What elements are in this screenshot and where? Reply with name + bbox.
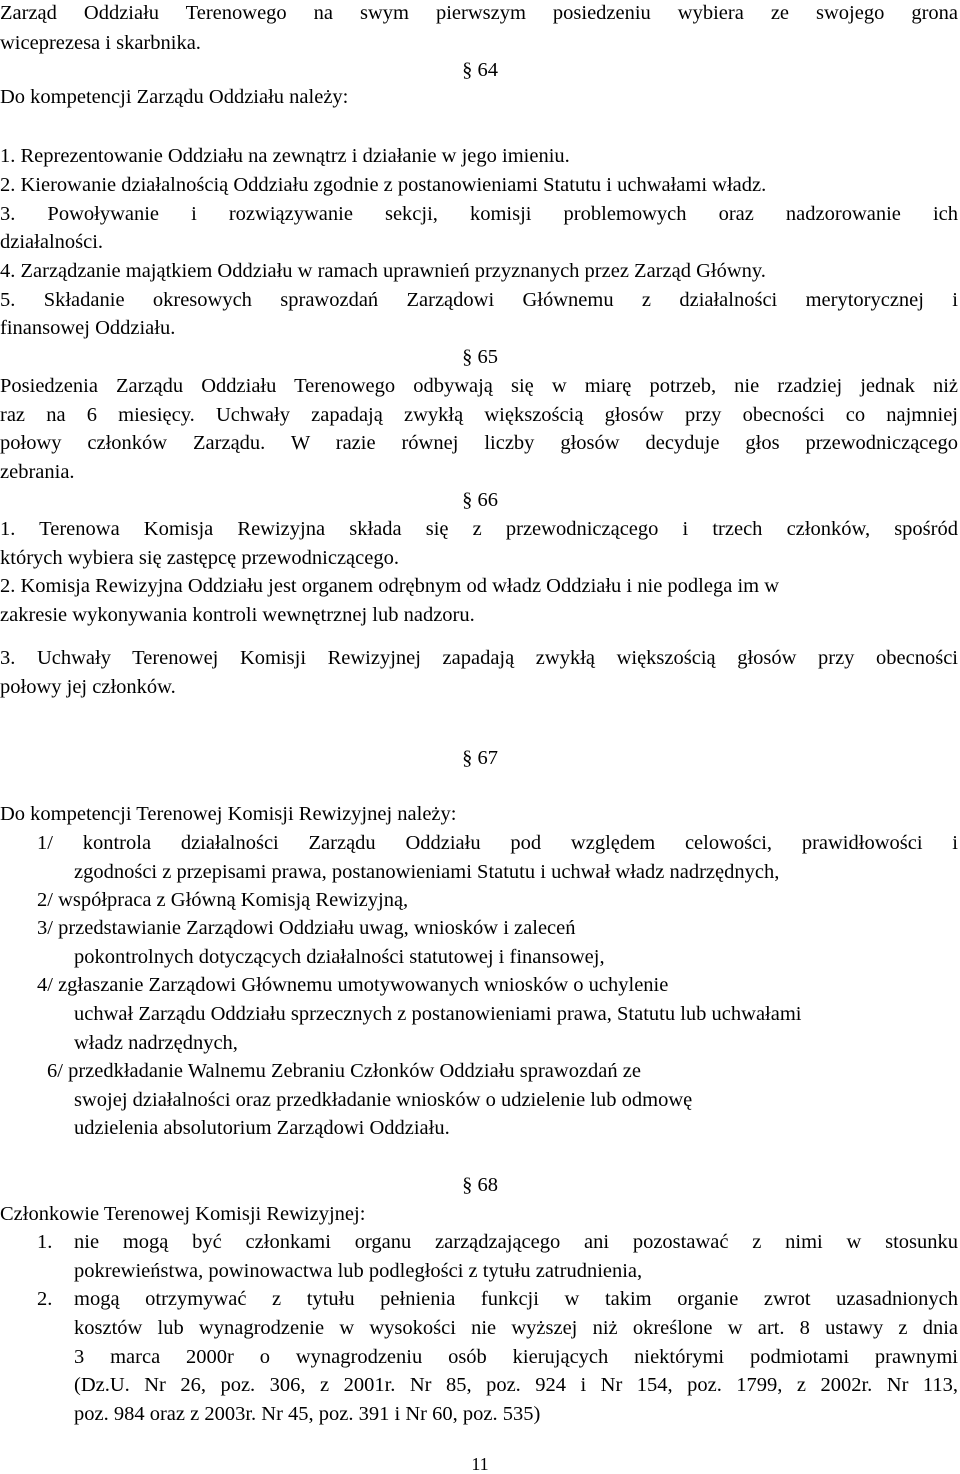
text-line: Posiedzenia Zarządu Oddziału Terenowego odbywają się w miarę potrzeb, nie rzadziej jednak niż xyxy=(0,375,958,397)
text-line: wiceprezesa i skarbnika. xyxy=(0,32,201,54)
list-number: 2. xyxy=(37,1288,53,1310)
text-line: 4. Zarządzanie majątkiem Oddziału w ramach uprawnień przyznanych przez Zarząd Główny. xyxy=(0,260,766,282)
text-line: 4/ zgłaszanie Zarządowi Głównemu umotywowanych wniosków o uchylenie xyxy=(37,974,669,996)
text-line: Zarząd Oddziału Terenowego na swym pierwszym posiedzeniu wybiera ze swojego grona xyxy=(0,2,958,24)
text-line: mogą otrzymywać z tytułu pełnienia funkcji w takim organie zwrot uzasadnionych xyxy=(74,1288,958,1310)
text-line: nie mogą być członkami organu zarządzającego ani pozostawać z nimi w stosunku xyxy=(74,1231,958,1253)
text-line: 5. Składanie okresowych sprawozdań Zarządowi Głównemu z działalności merytorycznej i xyxy=(0,289,958,311)
section-heading-65: § 65 xyxy=(462,346,498,368)
text-line: 1. Reprezentowanie Oddziału na zewnątrz i działanie w jego imieniu. xyxy=(0,145,570,167)
text-line: finansowej Oddziału. xyxy=(0,317,176,339)
text-line: połowy członków Zarządu. W razie równej liczby głosów decyduje głos przewodniczącego xyxy=(0,432,958,454)
text-line: władz nadrzędnych, xyxy=(74,1032,238,1054)
text-line: 2. Kierowanie działalnością Oddziału zgodnie z postanowieniami Statutu i uchwałami władz. xyxy=(0,174,767,196)
section-heading-64: § 64 xyxy=(462,59,498,81)
text-line: 2/ współpraca z Główną Komisją Rewizyjną, xyxy=(37,889,409,911)
text-line: których wybiera się zastępcę przewodniczącego. xyxy=(0,547,399,569)
text-line: raz na 6 miesięcy. Uchwały zapadają zwykłą większością głosów przy obecności co najmniej xyxy=(0,404,958,426)
text-line: (Dz.U. Nr 26, poz. 306, z 2001r. Nr 85, poz. 924 i Nr 154, poz. 1799, z 2002r. Nr 113, xyxy=(74,1374,958,1396)
section-heading-66: § 66 xyxy=(462,489,498,511)
text-line: 3. Uchwały Terenowej Komisji Rewizyjnej zapadają zwykłą większością głosów przy obecności xyxy=(0,647,958,669)
list-number: 1. xyxy=(37,1231,53,1253)
text-line: 3/ przedstawianie Zarządowi Oddziału uwag, wniosków i zaleceń xyxy=(37,917,576,939)
section-heading-68: § 68 xyxy=(462,1174,498,1196)
text-line: uchwał Zarządu Oddziału sprzecznych z postanowieniami prawa, Statutu lub uchwałami xyxy=(74,1003,802,1025)
text-line: swojej działalności oraz przedkładanie wniosków o udzielenie lub odmowę xyxy=(74,1089,693,1111)
text-line: pokontrolnych dotyczących działalności statutowej i finansowej, xyxy=(74,946,605,968)
text-line: 1. Terenowa Komisja Rewizyjna składa się z przewodniczącego i trzech członków, spośród xyxy=(0,518,958,540)
text-line: zebrania. xyxy=(0,461,75,483)
text-line: 2. Komisja Rewizyjna Oddziału jest organem odrębnym od władz Oddziału i nie podlega im w xyxy=(0,575,780,597)
text-line: udzielenia absolutorium Zarządowi Oddziału. xyxy=(74,1117,450,1139)
text-line: zakresie wykonywania kontroli wewnętrznej lub nadzoru. xyxy=(0,604,475,626)
text-line: 1/ kontrola działalności Zarządu Oddziału pod względem celowości, prawidłowości i xyxy=(37,832,958,854)
text-line: zgodności z przepisami prawa, postanowieniami Statutu i uchwał władz nadrzędnych, xyxy=(74,861,780,883)
text-line: pokrewieństwa, powinowactwa lub podległości z tytułu zatrudnienia, xyxy=(74,1260,643,1282)
text-line: 3. Powoływanie i rozwiązywanie sekcji, komisji problemowych oraz nadzorowanie ich xyxy=(0,203,958,225)
section-heading-67: § 67 xyxy=(462,747,498,769)
text-line: działalności. xyxy=(0,231,104,253)
page-number: 11 xyxy=(471,1454,489,1474)
text-line: 6/ przedkładanie Walnemu Zebraniu Członków Oddziału sprawozdań ze xyxy=(47,1060,641,1082)
text-line: 3 marca 2000r o wynagrodzeniu osób kierujących niektórymi podmiotami prawnymi xyxy=(74,1346,958,1368)
text-line: Do kompetencji Terenowej Komisji Rewizyjnej należy: xyxy=(0,803,457,825)
text-line: Do kompetencji Zarządu Oddziału należy: xyxy=(0,86,349,108)
text-line: połowy jej członków. xyxy=(0,676,176,698)
text-line: Członkowie Terenowej Komisji Rewizyjnej: xyxy=(0,1203,366,1225)
text-line: poz. 984 oraz z 2003r. Nr 45, poz. 391 i Nr 60, poz. 535) xyxy=(74,1403,541,1425)
text-line: kosztów lub wynagrodzenie w wysokości nie wyższej niż określone w art. 8 ustawy z dnia xyxy=(74,1317,958,1339)
